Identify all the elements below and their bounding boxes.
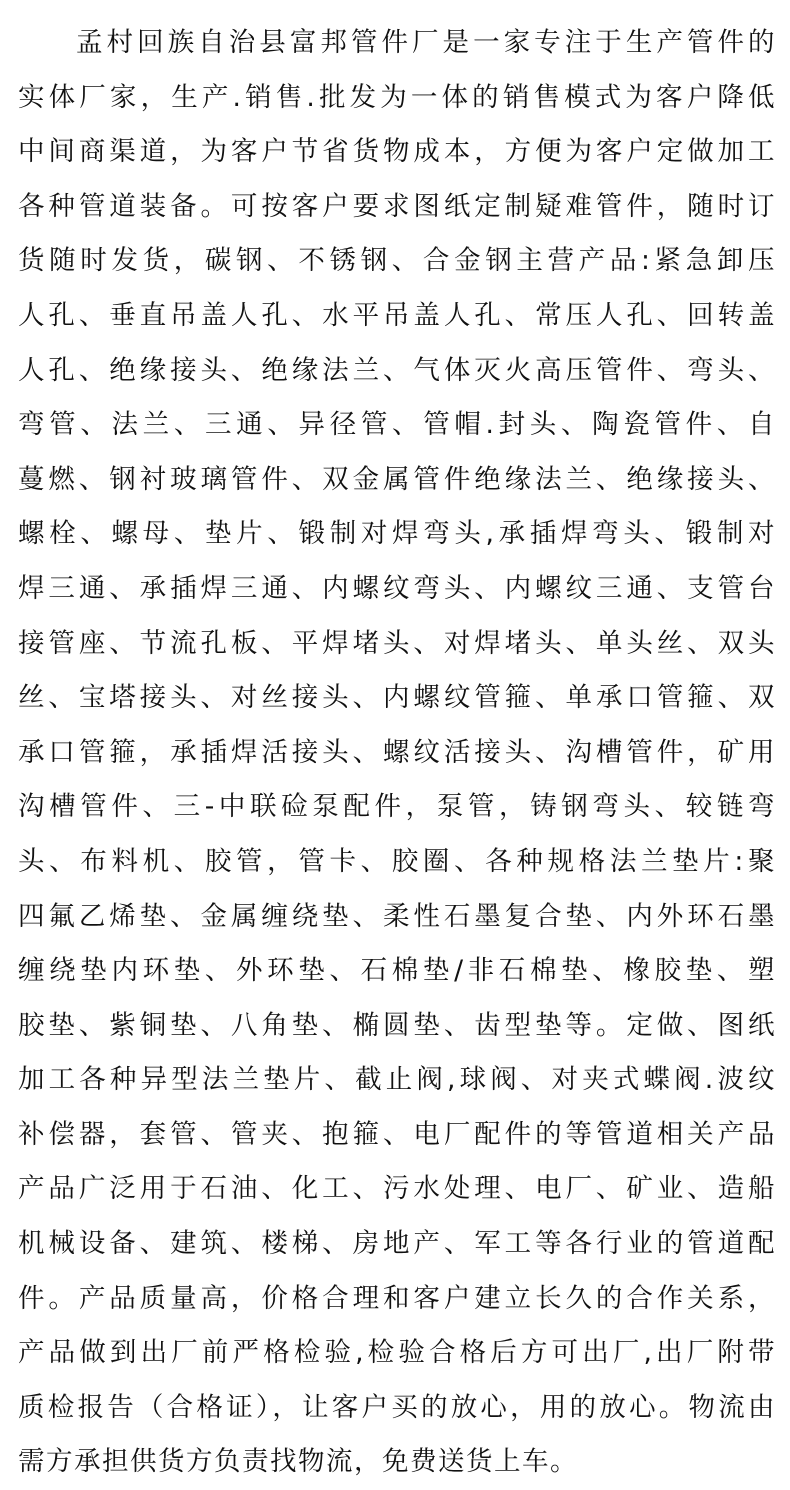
paragraph-line: 中间商渠道，为客户节省货物成本，方便为客户定做加工 bbox=[18, 136, 776, 168]
paragraph-line: 丝、宝塔接头、对丝接头、内螺纹管箍、单承口管箍、双 bbox=[18, 682, 776, 714]
paragraph-line: 胶垫、紫铜垫、八角垫、椭圆垫、齿型垫等。定做、图纸 bbox=[18, 1009, 776, 1041]
paragraph-line: 需方承担供货方负责找物流，免费送货上车。 bbox=[18, 1446, 578, 1478]
paragraph-line: 货随时发货，碳钢、不锈钢、合金钢主营产品:紧急卸压 bbox=[18, 245, 776, 277]
paragraph-line: 接管座、节流孔板、平焊堵头、对焊堵头、单头丝、双头 bbox=[18, 627, 776, 659]
paragraph-line: 加工各种异型法兰垫片、截止阀,球阀、对夹式蝶阀.波纹 bbox=[18, 1064, 776, 1096]
paragraph-line: 质检报告（合格证），让客户买的放心，用的放心。物流由 bbox=[18, 1391, 776, 1423]
paragraph-line: 产品广泛用于石油、化工、污水处理、电厂、矿业、造船 bbox=[18, 1173, 776, 1205]
paragraph-line: 各种管道装备。可按客户要求图纸定制疑难管件，随时订 bbox=[18, 190, 776, 222]
paragraph-line: 螺栓、螺母、垫片、锻制对焊弯头,承插焊弯头、锻制对 bbox=[18, 518, 776, 550]
paragraph-line: 缠绕垫内环垫、外环垫、石棉垫/非石棉垫、橡胶垫、塑 bbox=[18, 955, 776, 987]
paragraph-line: 孟村回族自治县富邦管件厂是一家专注于生产管件的 bbox=[76, 27, 776, 58]
paragraph-line: 补偿器，套管、管夹、抱箍、电厂配件的等管道相关产品 bbox=[18, 1118, 776, 1150]
paragraph-line: 焊三通、承插焊三通、内螺纹弯头、内螺纹三通、支管台 bbox=[18, 572, 776, 604]
paragraph-line: 产品做到出厂前严格检验,检验合格后方可出厂,出厂附带 bbox=[18, 1337, 776, 1369]
company-description-paragraph bbox=[18, 16, 776, 1490]
paragraph-line: 蔓燃、钢衬玻璃管件、双金属管件绝缘法兰、绝缘接头、 bbox=[18, 463, 776, 495]
paragraph-line: 头、布料机、胶管，管卡、胶圈、各种规格法兰垫片:聚 bbox=[18, 845, 776, 877]
paragraph-line: 人孔、垂直吊盖人孔、水平吊盖人孔、常压人孔、回转盖 bbox=[18, 299, 776, 331]
paragraph-line: 沟槽管件、三-中联硷泵配件，泵管，铸钢弯头、较链弯 bbox=[18, 791, 776, 823]
paragraph-line: 机械设备、建筑、楼梯、房地产、军工等各行业的管道配 bbox=[18, 1228, 776, 1260]
paragraph-line: 实体厂家，生产.销售.批发为一体的销售模式为客户降低 bbox=[18, 81, 776, 113]
paragraph-line: 弯管、法兰、三通、异径管、管帽.封头、陶瓷管件、自 bbox=[18, 409, 776, 441]
paragraph-line: 四氟乙烯垫、金属缠绕垫、柔性石墨复合垫、内外环石墨 bbox=[18, 900, 776, 932]
paragraph-line: 件。产品质量高，价格合理和客户建立长久的合作关系， bbox=[18, 1282, 776, 1314]
paragraph-line: 承口管箍，承插焊活接头、螺纹活接头、沟槽管件，矿用 bbox=[18, 736, 776, 768]
paragraph-line: 人孔、绝缘接头、绝缘法兰、气体灭火高压管件、弯头、 bbox=[18, 354, 776, 386]
